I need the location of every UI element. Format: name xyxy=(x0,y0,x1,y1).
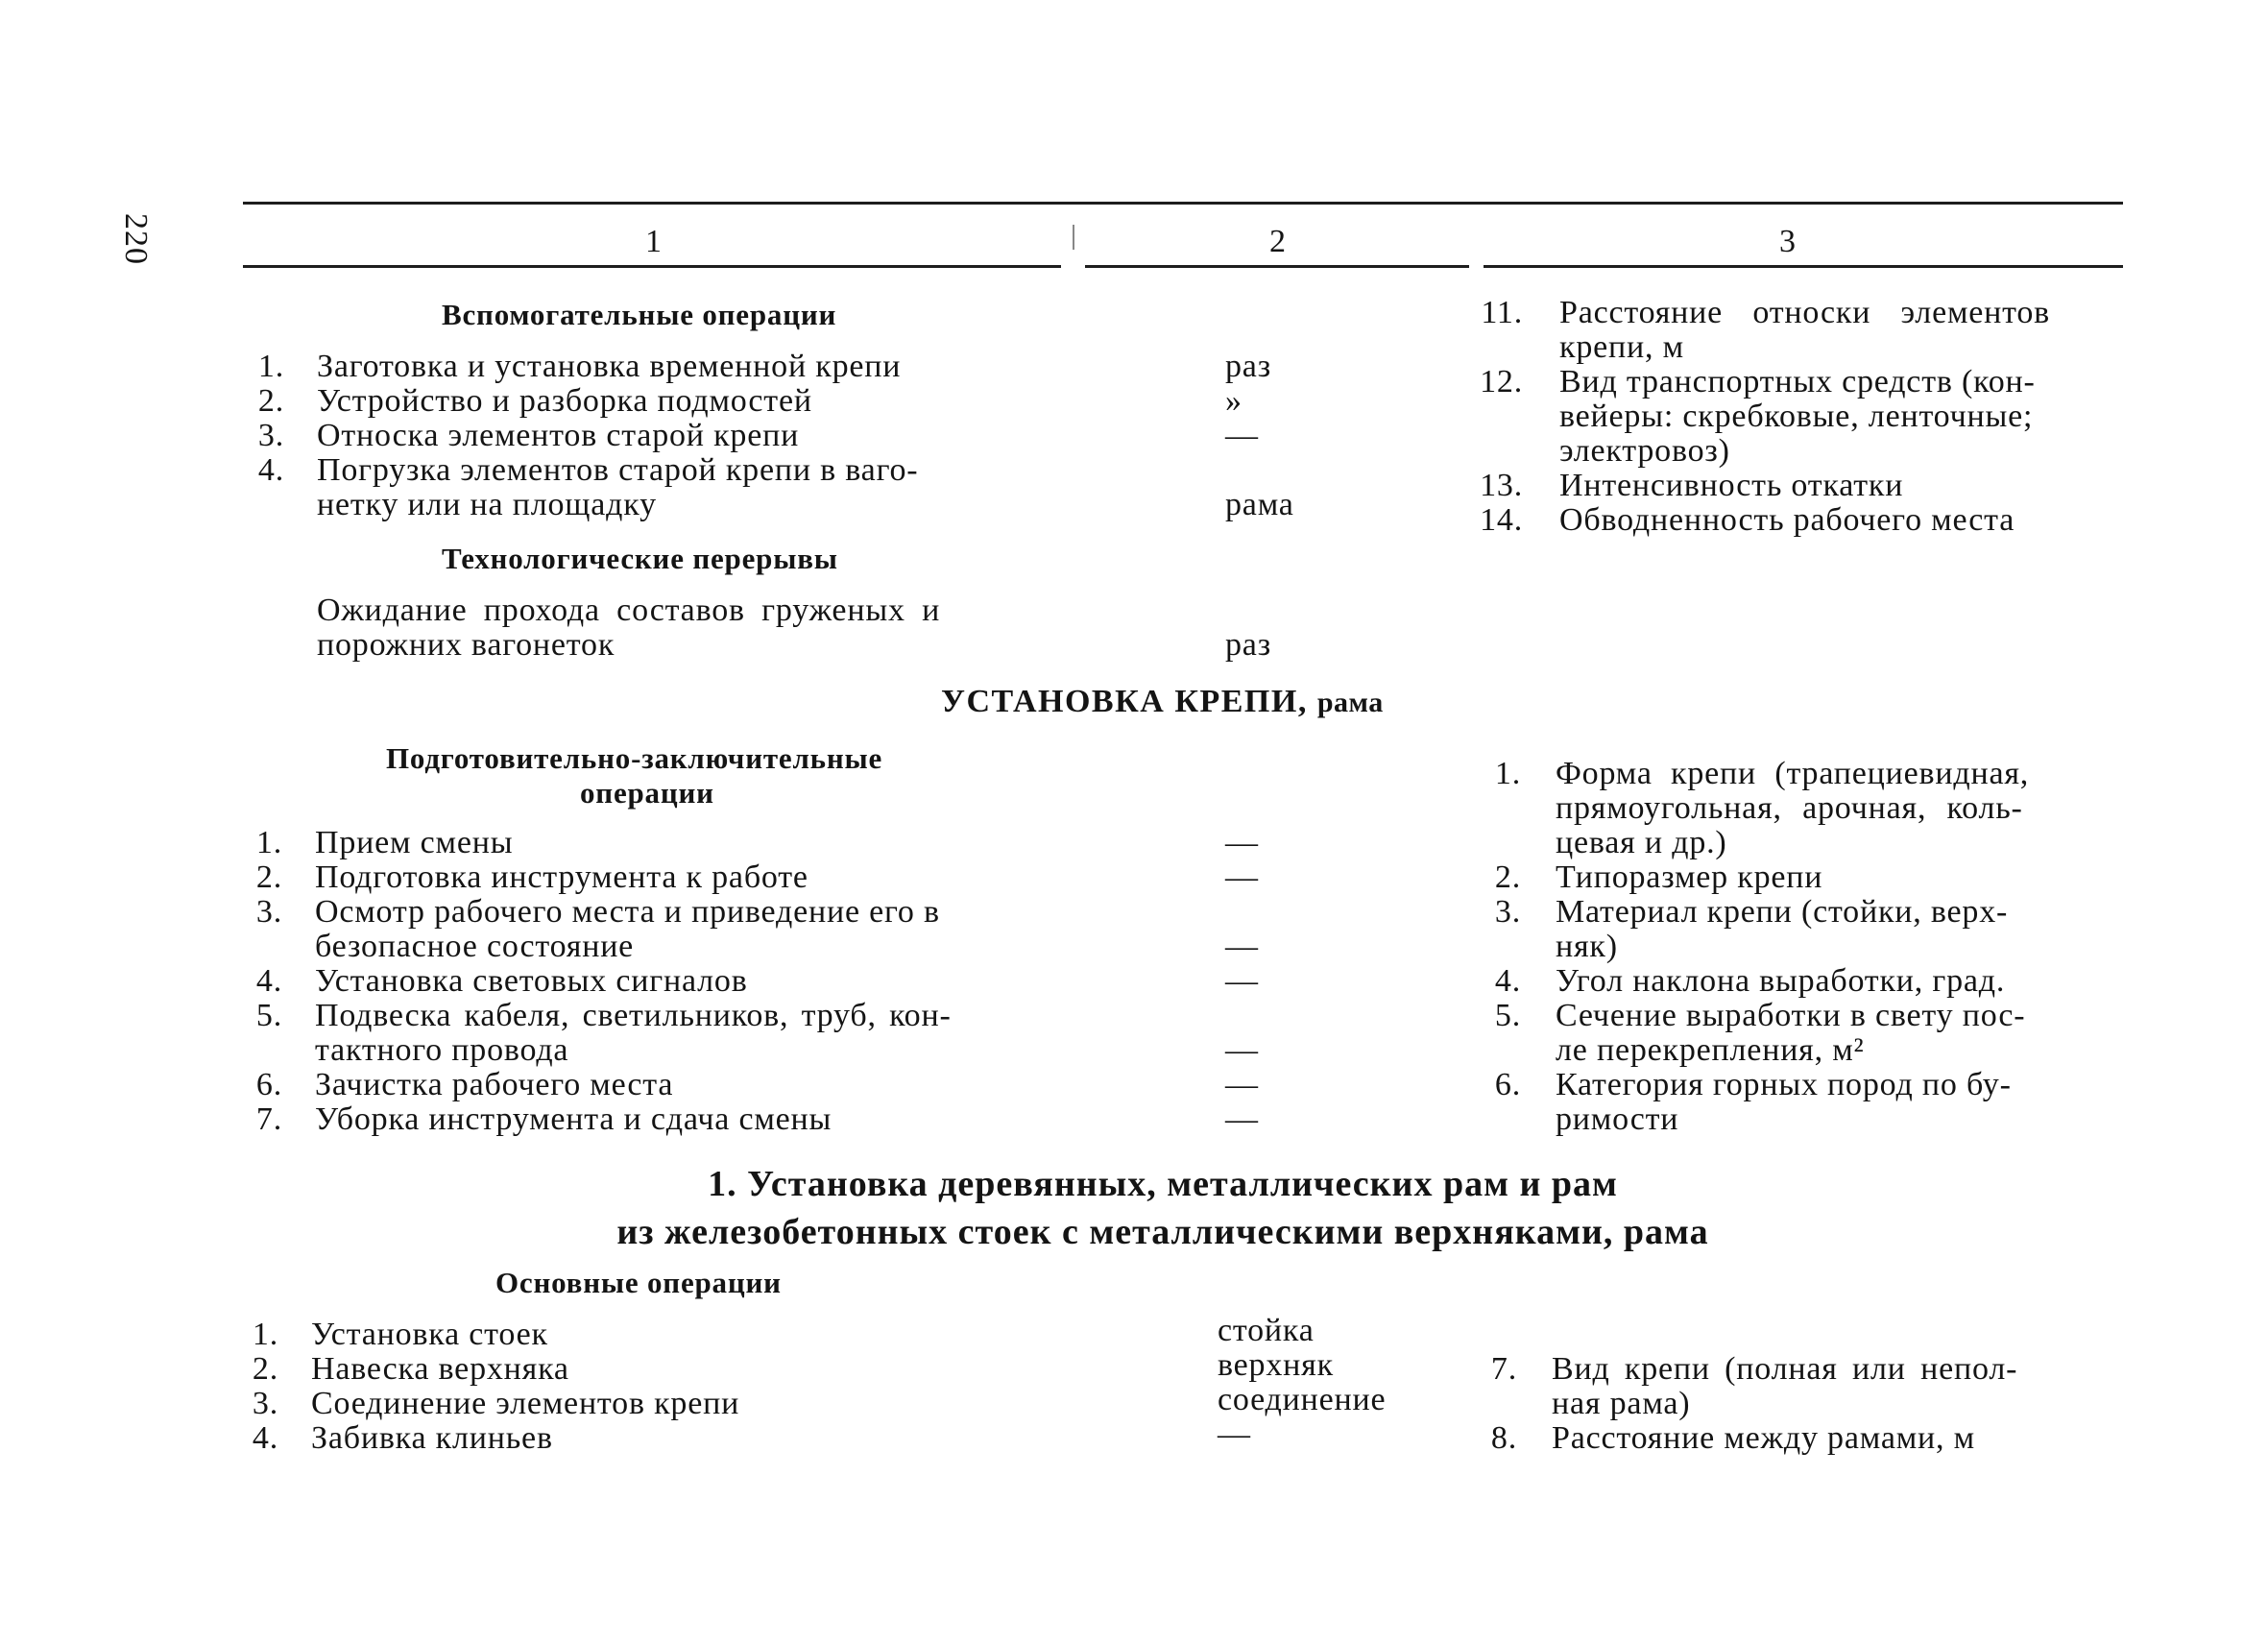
factor-text: вейеры: скребковые, ленточные; xyxy=(1559,399,2034,434)
prep-item-number: 1. xyxy=(255,825,282,860)
breaks-heading: Технологические перерывы xyxy=(442,542,838,575)
prep-item-number: 4. xyxy=(255,963,282,999)
factor-text: Сечение выработки в свету пос- xyxy=(1556,998,2026,1033)
header-col-divider xyxy=(1073,225,1074,250)
breaks-unit: раз xyxy=(1225,627,1271,663)
aux-item-text: нетку или на площадку xyxy=(317,487,657,522)
aux-heading: Вспомогательные операции xyxy=(442,298,837,331)
main-item-text: Навеска верхняка xyxy=(311,1351,569,1387)
breaks-text: порожних вагонеток xyxy=(317,627,615,663)
factor-number: 11. xyxy=(1481,295,1523,330)
column-header-2: 2 xyxy=(1269,224,1287,259)
aux-item-unit: — xyxy=(1225,418,1259,453)
factor-number: 2. xyxy=(1494,859,1521,895)
prep-item-text: Зачистка рабочего места xyxy=(315,1067,674,1102)
header-bottom-rule-col3 xyxy=(1484,265,2123,268)
factor-text: Обводненность рабочего места xyxy=(1559,502,2015,538)
factor-text: электровоз) xyxy=(1559,433,1730,469)
header-bottom-rule-col1 xyxy=(243,265,1061,268)
main-item-number: 3. xyxy=(252,1386,278,1421)
prep-item-unit: — xyxy=(1225,929,1259,964)
prep-item-text: тактного провода xyxy=(315,1032,569,1068)
aux-item-number: 1. xyxy=(257,349,284,384)
prep-item-number: 2. xyxy=(255,859,282,895)
prep-item-number: 6. xyxy=(255,1067,282,1102)
main-item-unit: соединение xyxy=(1218,1382,1387,1417)
prep-item-text: Осмотр рабочего места и приведение его в xyxy=(315,894,940,930)
prep-item-number: 5. xyxy=(255,998,282,1033)
factor-text: Форма крепи (трапециевидная, xyxy=(1556,756,2030,791)
factor-text: ле перекрепления, м² xyxy=(1556,1032,1865,1068)
aux-item-number: 4. xyxy=(257,452,284,488)
factor-text: Расстояние между рамами, м xyxy=(1552,1420,1975,1456)
factor-text: Интенсивность откатки xyxy=(1559,468,1904,503)
factor-number: 8. xyxy=(1490,1420,1517,1456)
factor-text: римости xyxy=(1556,1101,1679,1137)
aux-item-text: Погрузка элементов старой крепи в ваго- xyxy=(317,452,919,488)
main-item-number: 1. xyxy=(252,1317,278,1352)
prep-heading: Подготовительно-заключительные xyxy=(386,741,883,775)
section-title-text: УСТАНОВКА КРЕПИ, xyxy=(941,684,1308,719)
factor-text: крепи, м xyxy=(1559,329,1684,365)
factor-text: Материал крепи (стойки, верх- xyxy=(1556,894,2009,930)
subsection-title xyxy=(0,1160,2268,1256)
aux-item-number: 2. xyxy=(257,383,284,419)
main-heading: Основные операции xyxy=(495,1266,782,1299)
factor-text: цевая и др.) xyxy=(1556,825,1727,860)
factor-text: Категория горных пород по бу- xyxy=(1556,1067,2012,1102)
main-item-unit: — xyxy=(1218,1416,1251,1452)
aux-item-unit: рама xyxy=(1225,487,1294,522)
header-bottom-rule-col2 xyxy=(1085,265,1469,268)
aux-item-text: Относка элементов старой крепи xyxy=(317,418,800,453)
factor-number: 12. xyxy=(1480,364,1523,399)
main-item-unit: стойка xyxy=(1218,1313,1315,1348)
prep-item-number: 7. xyxy=(255,1101,282,1137)
prep-item-text: Подготовка инструмента к работе xyxy=(315,859,808,895)
factor-text: Расстояние относки элементов xyxy=(1559,295,2051,330)
prep-item-text: безопасное состояние xyxy=(315,929,635,964)
factor-text: Угол наклона выработки, град. xyxy=(1556,963,2006,999)
factor-number: 6. xyxy=(1494,1067,1521,1102)
aux-item-text: Заготовка и установка временной крепи xyxy=(317,349,902,384)
prep-item-unit: — xyxy=(1225,1032,1259,1068)
factor-text: Типоразмер крепи xyxy=(1556,859,1823,895)
prep-item-number: 3. xyxy=(255,894,282,930)
section-title-unit: рама xyxy=(1316,687,1384,718)
aux-item-unit: раз xyxy=(1225,349,1271,384)
factor-number: 7. xyxy=(1490,1351,1517,1387)
factor-number: 3. xyxy=(1494,894,1521,930)
main-item-text: Соединение элементов крепи xyxy=(311,1386,740,1421)
column-header-3: 3 xyxy=(1779,224,1797,259)
prep-item-unit: — xyxy=(1225,1101,1259,1137)
factor-text: прямоугольная, арочная, коль- xyxy=(1556,790,2023,826)
main-item-number: 4. xyxy=(252,1420,278,1456)
factor-number: 1. xyxy=(1494,756,1521,791)
factor-text: няк) xyxy=(1556,929,1618,964)
main-item-number: 2. xyxy=(252,1351,278,1387)
prep-item-unit: — xyxy=(1225,859,1259,895)
prep-item-unit: — xyxy=(1225,963,1259,999)
prep-item-text: Установка световых сигналов xyxy=(315,963,748,999)
prep-item-unit: — xyxy=(1225,825,1259,860)
subsection-title-line: 1. Установка деревянных, металлических рам и рам xyxy=(708,1164,1618,1204)
prep-item-text: Подвеска кабеля, светильников, труб, кон- xyxy=(315,998,952,1033)
page-number: 220 xyxy=(118,213,154,265)
prep-item-text: Прием смены xyxy=(315,825,514,860)
factor-text: Вид крепи (полная или непол- xyxy=(1552,1351,2018,1387)
main-item-text: Забивка клиньев xyxy=(311,1420,553,1456)
factor-number: 13. xyxy=(1480,468,1523,503)
header-top-rule xyxy=(243,202,2123,205)
aux-item-text: Устройство и разборка подмостей xyxy=(317,383,812,419)
factor-text: ная рама) xyxy=(1552,1386,1691,1421)
section-title xyxy=(941,684,1384,720)
factor-text: Вид транспортных средств (кон- xyxy=(1559,364,2036,399)
factor-number: 14. xyxy=(1480,502,1523,538)
main-item-unit: верхняк xyxy=(1218,1347,1334,1383)
prep-item-unit: — xyxy=(1225,1067,1259,1102)
factor-number: 4. xyxy=(1494,963,1521,999)
factor-number: 5. xyxy=(1494,998,1521,1033)
aux-item-number: 3. xyxy=(257,418,284,453)
prep-item-text: Уборка инструмента и сдача смены xyxy=(315,1101,832,1137)
subsection-title-line: из железобетонных стоек с металлическими верхняками, рама xyxy=(616,1212,1709,1252)
breaks-text: Ожидание прохода составов груженых и xyxy=(317,593,941,628)
main-item-text: Установка стоек xyxy=(311,1317,548,1352)
prep-heading: операции xyxy=(580,776,714,810)
aux-item-unit: » xyxy=(1225,383,1243,419)
column-header-1: 1 xyxy=(645,224,663,259)
